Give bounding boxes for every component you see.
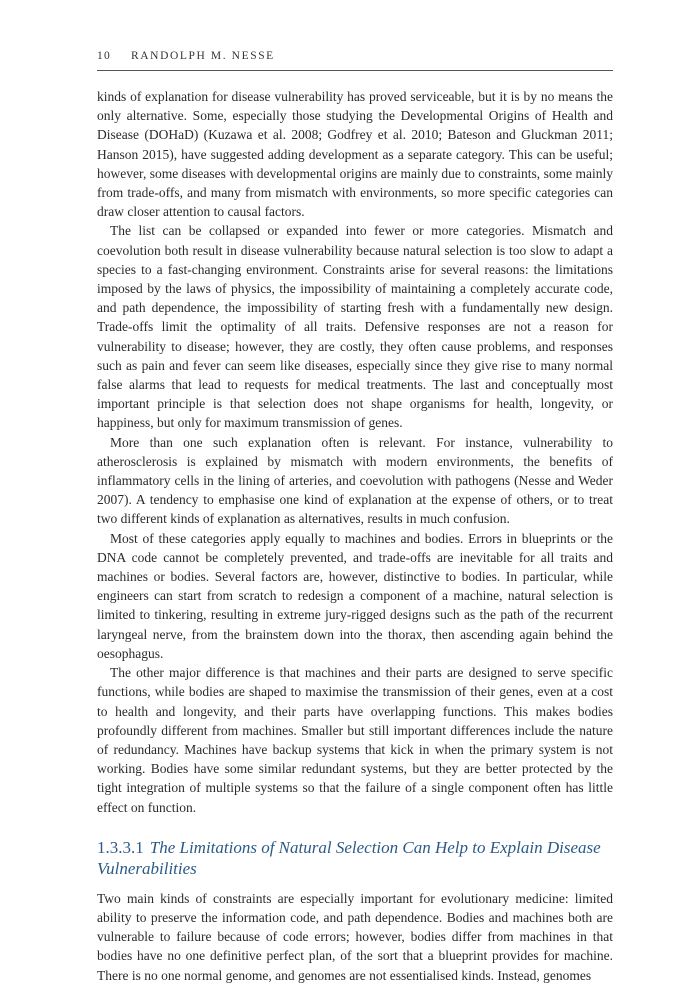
paragraph: More than one such explanation often is relevant. For instance, vulnerability to atherosclerosis is explained by mismatch with modern environments, the benefits of inflammatory cells in the lining of arteries, and coevolution with pathogens (Nesse and Weder 2007). A tendency to emphasise one kind of explanation at the expense of others, or to treat two different kinds of explanation as alternatives, results in much confusion. [97, 434, 613, 527]
paragraph: The other major difference is that machines and their parts are designed to serve specific functions, while bodies are shaped to maximise the transmission of their genes, even at a cost to health and longevity, and their parts have overlapping functions. This makes bodies profoundly different from machines. Smaller but still important differences include the nature of redundancy. Machines have backup systems that kick in when the primary system is not working. Bodies have some similar redundant systems, but they are better protected by the tight integration of multiple systems so that the failure of a single component often has little effect on function. [97, 665, 613, 815]
paragraph: Two main kinds of constraints are especially important for evolutionary medicine: limited ability to preserve the information code, and path dependence. Bodies and machines both are vulnerable to failure because of code errors; however, bodies differ from machines in that bodies have no one definitive perfect plan, of the sort that a blueprint provides for machine. There is no one normal genome, and genomes are not essentialised kinds. Instead, genomes [97, 890, 613, 983]
section-number: 1.3.3.1 [97, 837, 144, 857]
section-heading [97, 837, 613, 879]
section-title: The Limitations of Natural Selection Can Help to Explain Disease Vulnerabilities [97, 837, 601, 878]
paragraph: Most of these categories apply equally to machines and bodies. Errors in blueprints or the DNA code cannot be completely prevented, and trade-offs are inevitable for all traits and machines or bodies. Several factors are, however, distinctive to bodies. In particular, while engineers can start from scratch to redesign a component of a machine, natural selection is limited to tinkering, resulting in extreme jury-rigged designs such as the path of the recurrent laryngeal nerve, from the brainstem down into the thorax, then ascending again behind the oesophagus. [97, 530, 613, 661]
running-head-author: RANDOLPH M. NESSE [131, 50, 275, 62]
running-head [97, 50, 613, 62]
paragraph: kinds of explanation for disease vulnerability has proved serviceable, but it is by no means the only alternative. Some, especially those studying the Developmental Origins of Health and Disease (DOHaD) (Kuzawa et al. 2008; Godfrey et al. 2010; Bateson and Gluckman 2011; Hanson 2015), have suggested adding development as a separate category. This can be useful; however, some diseases with developmental origins are mainly due to constraints, some mainly from trade-offs, and many from mismatch with environments, so more specific categories can draw closer attention to causal factors. [97, 89, 613, 220]
paragraph: The list can be collapsed or expanded into fewer or more categories. Mismatch and coevolution both result in disease vulnerability because natural selection is too slow to adapt a species to a fast-changing environment. Constraints arise for several reasons: the limitations imposed by the laws of physics, the impossibility of maintaining a completely accurate code, and path dependence, the impossibility of starting fresh with a fundamentally new design. Trade-offs limit the optimality of all traits. Defensive responses are not a reason for vulnerability to disease; however, they are costly, they often cause problems, and responses such as pain and fever can seem like diseases, especially since they give rise to many normal false alarms that lead to requests for medical treatments. The last and conceptually most important principle is that selection does not shape organisms for health, longevity, or happiness, but only for maximum transmission of genes. [97, 223, 613, 431]
header-rule [97, 70, 613, 71]
page-number: 10 [97, 50, 111, 62]
body-text [97, 87, 613, 985]
